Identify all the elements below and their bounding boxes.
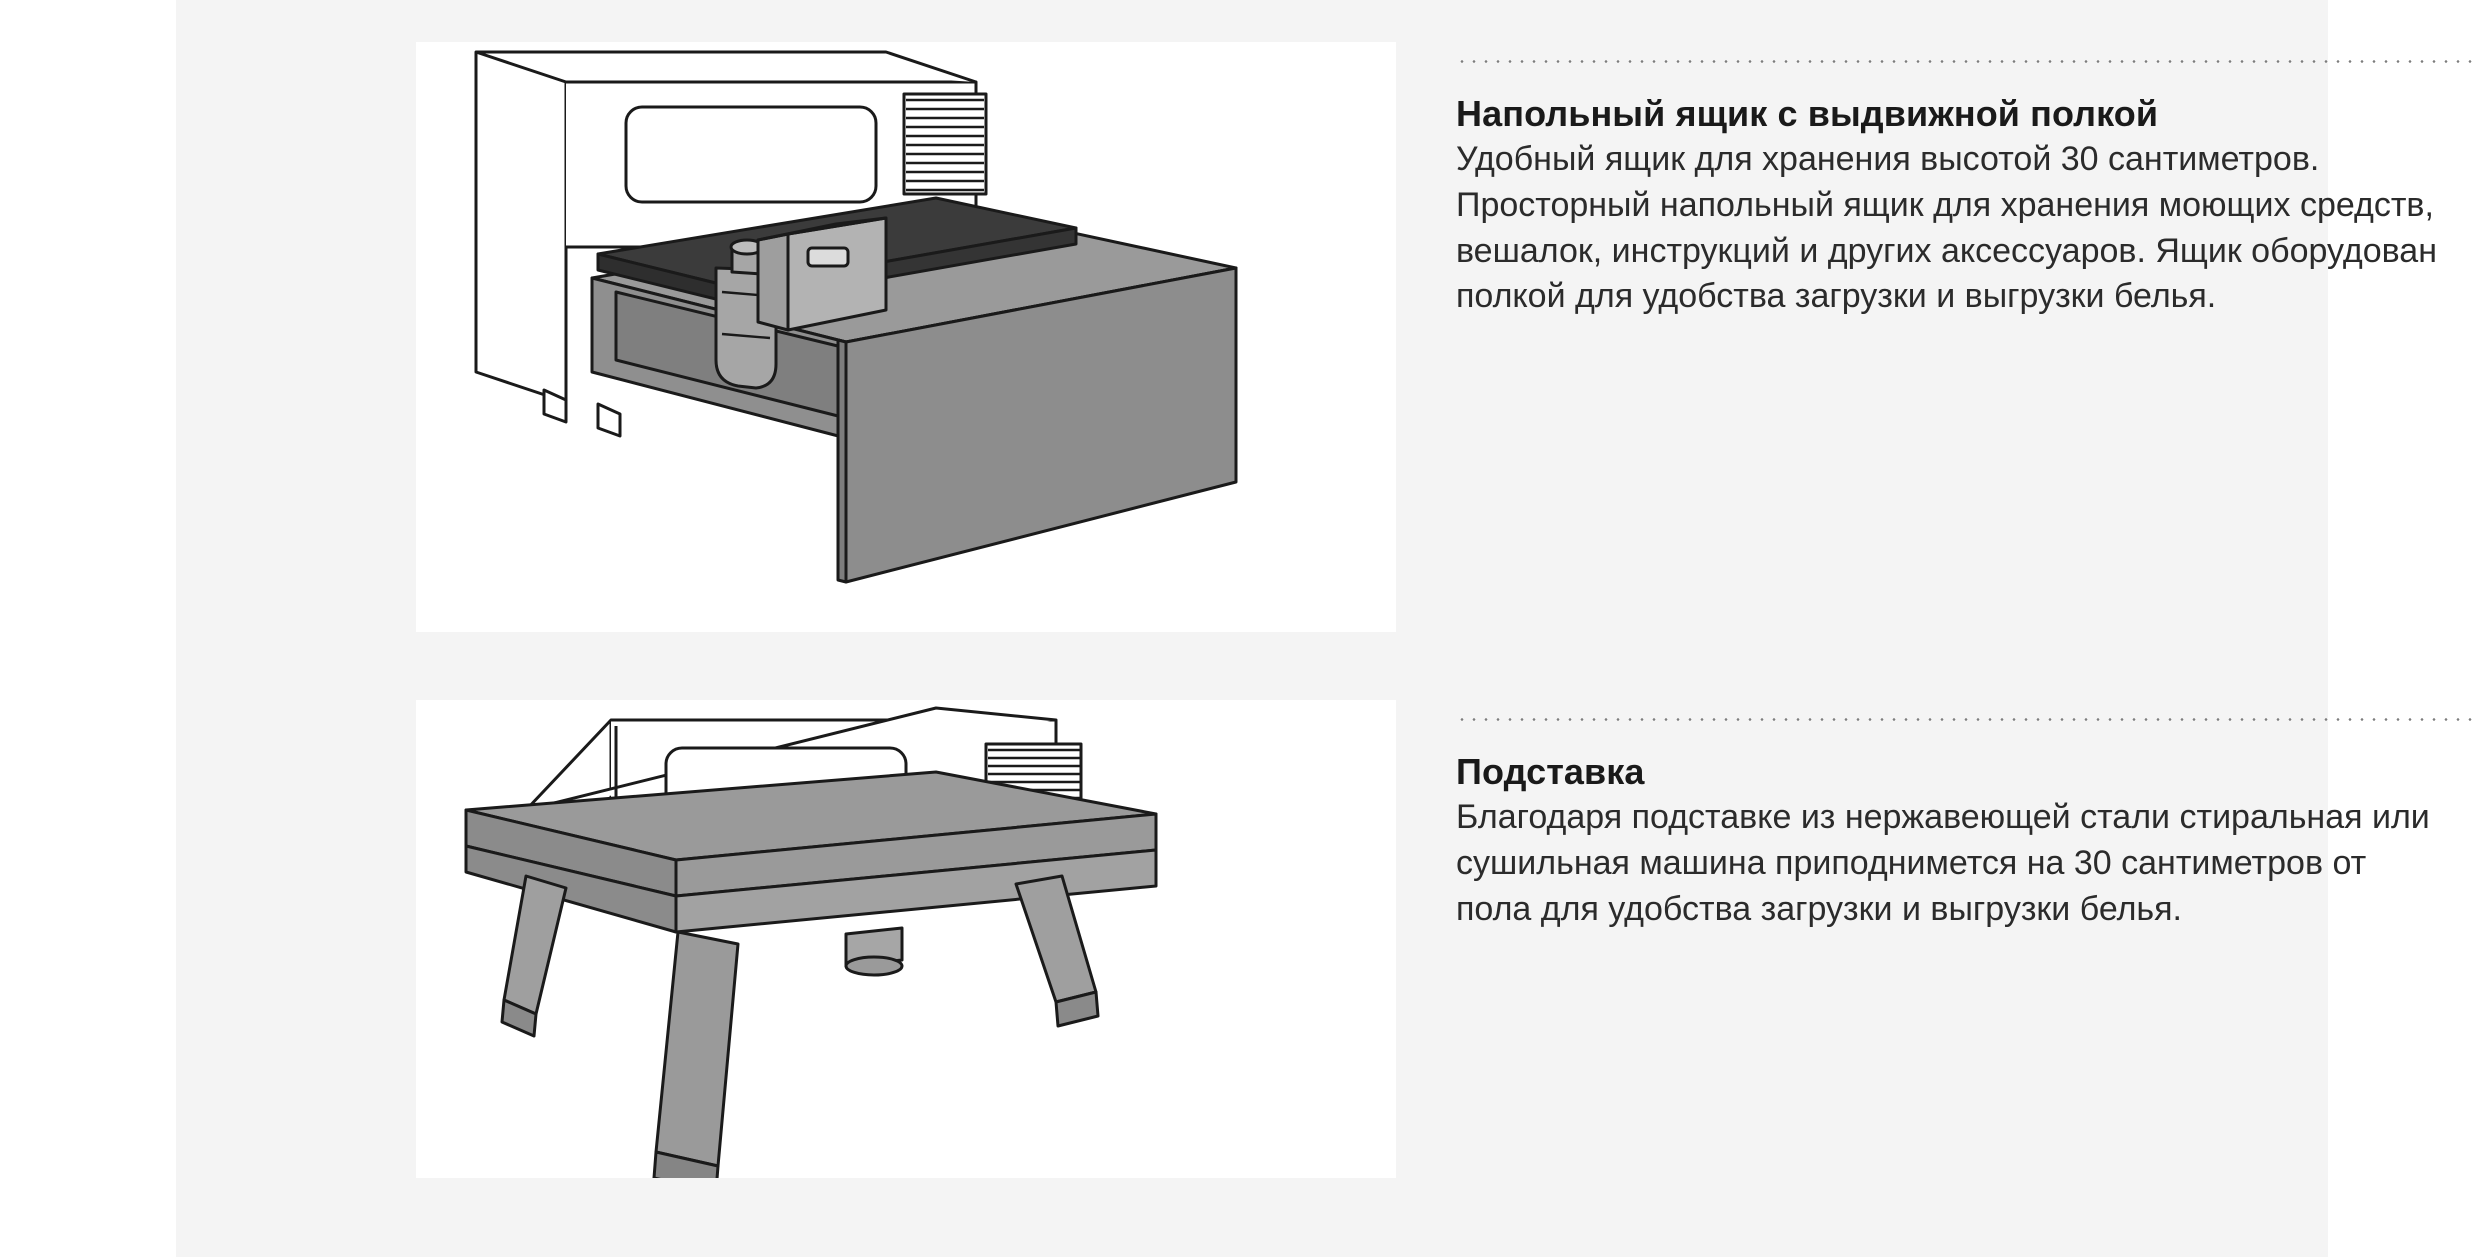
dotted-divider: [1456, 718, 2478, 721]
features-panel: [176, 0, 2437, 1257]
feature-description: Благодаря подставке из нержавеющей стали стиральная или сушильная машина приподнимется на 30 сантиметров от пола для удобства загрузки и выгрузки белья.: [1456, 798, 2430, 928]
feature-text-column: [1456, 42, 2481, 320]
feature-item: [416, 700, 2481, 1178]
feature-title: Напольный ящик с выдвижной полкой: [1456, 93, 2159, 134]
feature-text-column: [1456, 700, 2481, 932]
feature-title: Подставка: [1456, 751, 1645, 792]
feature-item: [416, 42, 2481, 632]
stainless-steel-stand-illustration: [416, 700, 1396, 1178]
dotted-divider: [1456, 60, 2478, 63]
pedestal-drawer-with-pull-out-shelf-illustration: [416, 42, 1396, 632]
feature-description: Удобный ящик для хранения высотой 30 сантиметров. Просторный напольный ящик для хранения моющих средств, вешалок, инструкций и других аксессуаров. Ящик оборудован полкой для удобства загрузки и выгрузки белья.: [1456, 140, 2437, 316]
